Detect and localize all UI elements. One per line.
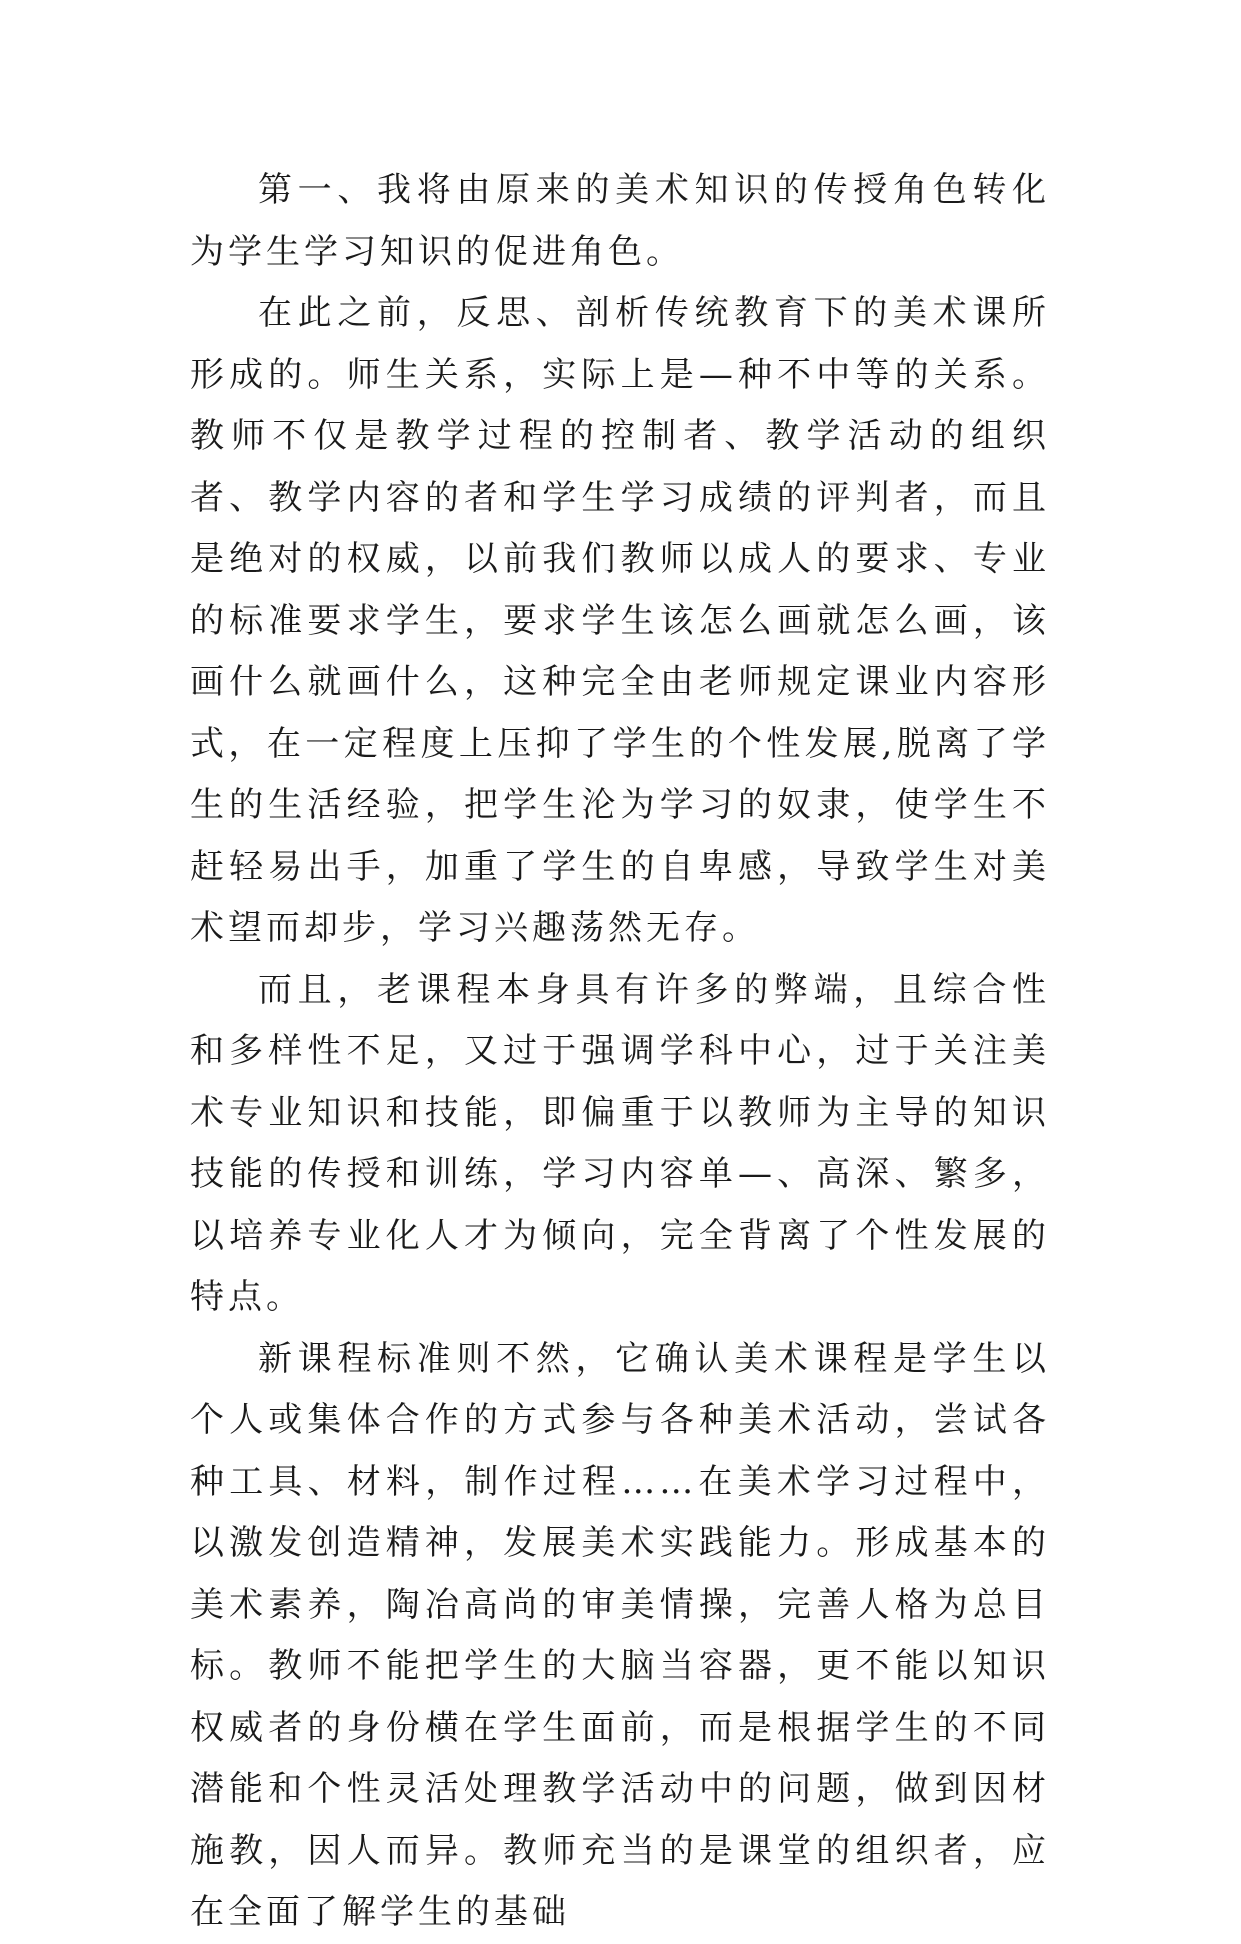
paragraph-old-curriculum: 而且，老课程本身具有许多的弊端，且综合性和多样性不足，又过于强调学科中心，过于关注美术专业知识和技能，即偏重于以教师为主导的知识技能的传授和训练，学习内容单—、高深、繁多，以培养专业化人才为倾向，完全背离了个性发展的特点。 <box>190 969 1050 1317</box>
paragraph-role-shift: 第一、我将由原来的美术知识的传授角色转化为学生学习知识的促进角色。 <box>190 170 1050 272</box>
paragraph-new-curriculum: 新课程标准则不然，它确认美术课程是学生以个人或集体合作的方式参与各种美术活动，尝试各种工具、材料，制作过程……在美术学习过程中，以激发创造精神，发展美术实践能力。形成基本的美术素养，陶冶高尚的审美情操，完善人格为总目标。教师不能把学生的大脑当容器，更不能以知识权威者的身份横在学生面前，而是根据学生的不同潜能和个性灵活处理教学活动中的问题，做到因材施教，因人而异。教师充当的是课堂的组织者，应在全面了解学生的基础 <box>190 1338 1050 1932</box>
paragraph-traditional-education: 在此之前，反思、剖析传统教育下的美术课所形成的。师生关系，实际上是—种不中等的关系。教师不仅是教学过程的控制者、教学活动的组织者、教学内容的者和学生学习成绩的评判者，而且是绝对的权威，以前我们教师以成人的要求、专业的标准要求学生，要求学生该怎么画就怎么画，该画什么就画什么，这种完全由老师规定课业内容形式，在一定程度上压抑了学生的个性发展,脱离了学生的生活经验，把学生沦为学习的奴隶，使学生不赶轻易出手，加重了学生的自卑感，导致学生对美术望而却步，学习兴趣荡然无存。 <box>190 293 1050 948</box>
document-body <box>190 160 1050 1944</box>
